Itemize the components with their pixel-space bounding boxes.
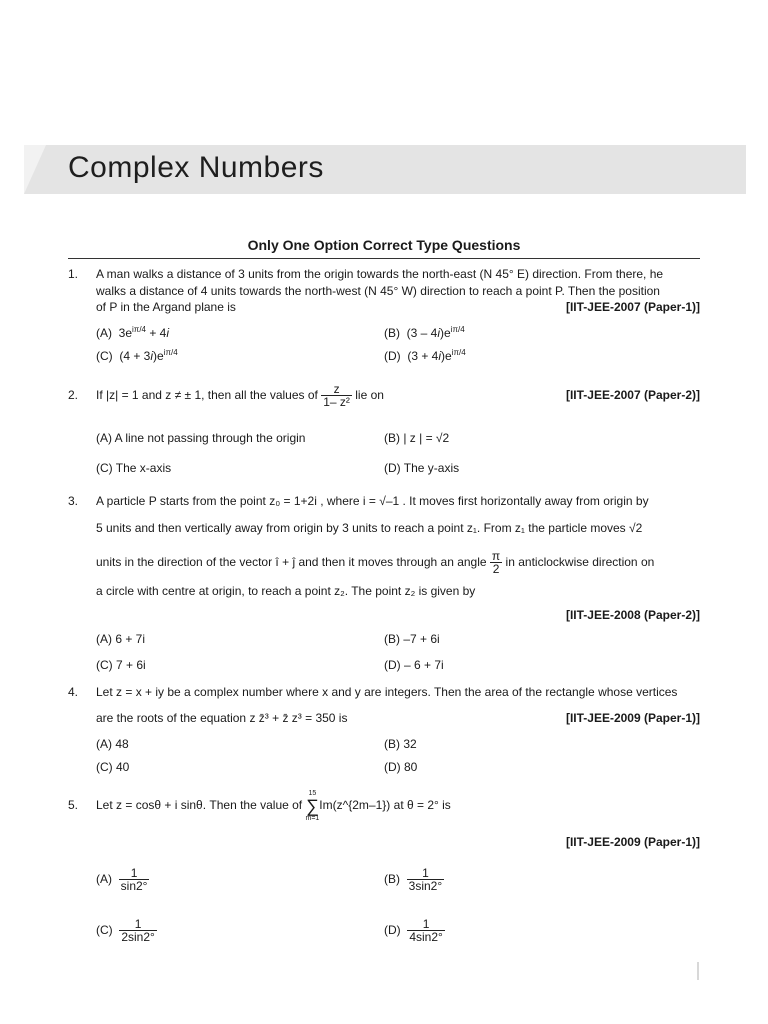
fraction-numerator: 1 (130, 866, 138, 881)
option-a[interactable] (96, 862, 149, 896)
option-a[interactable]: (A) A line not passing through the origin (96, 431, 306, 445)
fraction-denominator: 2 (490, 562, 502, 575)
question-text-line: a circle with centre at origin, to reach a point z₂. The point z₂ is given by (96, 584, 476, 598)
question-source: [IIT-JEE-2007 (Paper-1)] (565, 300, 700, 314)
option-d[interactable]: (D) 80 (384, 760, 418, 774)
option-c[interactable] (96, 913, 157, 947)
fraction (321, 383, 352, 408)
fraction (119, 867, 150, 892)
fraction-denominator: 1– z² (323, 395, 350, 410)
question-text-post: lie on (355, 388, 384, 402)
option-label: (C) (96, 923, 113, 937)
fraction-denominator: sin2° (120, 879, 148, 894)
question-number: 4. (68, 685, 79, 699)
option-a[interactable]: (A) $3e^{i\pi/4} + 4i$ (96, 325, 170, 340)
question-source: [IIT-JEE-2009 (Paper-1)] (565, 711, 700, 725)
fraction (407, 918, 445, 943)
option-label: (D) (384, 923, 401, 937)
question-text-line: A man walks a distance of 3 units from the origin towards the north-east (N 45° E) direction. From there, he (96, 267, 664, 281)
question-text-line: walks a distance of 4 units towards the north-west (N 45° W) direction to reach a point P. Then the position (96, 284, 660, 298)
fraction-denominator: 3sin2° (408, 879, 443, 894)
fraction (407, 867, 445, 892)
question-text-line: of P in the Argand plane is (96, 300, 236, 314)
question-text (96, 378, 384, 412)
question-text-pre: units in the direction of the vector î + ĵ and then it moves through an angle (96, 555, 487, 569)
question-number: 5. (68, 798, 79, 812)
fraction-denominator: 2sin2° (121, 930, 155, 945)
question-text-post: in anticlockwise direction on (505, 555, 655, 569)
question-source: [IIT-JEE-2008 (Paper-2)] (565, 608, 700, 622)
fraction-numerator: π (491, 549, 501, 564)
fraction (119, 918, 157, 943)
sigma-upper: 15 (308, 789, 317, 797)
option-c[interactable]: (C) The x-axis (96, 461, 172, 475)
question-text-line: 5 units and then vertically away from origin by 3 units to reach a point z₁. From z₁ the particle moves √2 (96, 521, 643, 535)
fraction-denominator: 4sin2° (409, 930, 443, 945)
section-title: Only One Option Correct Type Questions (247, 237, 521, 253)
question-text-pre: If |z| = 1 and z ≠ ± 1, then all the values of (96, 388, 318, 402)
question-text-line (96, 546, 654, 578)
question-text-line: are the roots of the equation z z̄³ + z̄ z³ = 350 is (96, 711, 348, 725)
option-b[interactable]: (B) $(3 - 4i)e^{i\pi/4}$ (384, 325, 465, 340)
option-d[interactable]: (D) $(3 + 4i)e^{i\pi/4}$ (384, 348, 466, 363)
option-c[interactable]: (C) 7 + 6i (96, 658, 146, 672)
option-d[interactable]: (D) The y-axis (384, 461, 460, 475)
fraction-numerator: z (333, 382, 340, 397)
page-edge-mark (697, 962, 699, 980)
banner-accent (24, 145, 46, 194)
question-source: [IIT-JEE-2007 (Paper-2)] (565, 388, 700, 402)
option-a[interactable]: (A) 6 + 7i (96, 632, 146, 646)
question-text-line: Let z = x + iy be a complex number where x and y are integers. Then the area of the rectangle whose vertices (96, 685, 678, 699)
question-text-pre: Let z = cosθ + i sinθ. Then the value of (96, 798, 303, 812)
fraction (490, 550, 502, 575)
option-a[interactable]: (A) 48 (96, 737, 129, 751)
chapter-title: Complex Numbers (68, 151, 324, 184)
section-divider (68, 258, 700, 259)
option-d[interactable]: (D) – 6 + 7i (384, 658, 444, 672)
question-number: 3. (68, 494, 79, 508)
option-b[interactable] (384, 862, 444, 896)
fraction-numerator: 1 (422, 866, 429, 881)
question-text-post: at θ = 2° is (393, 798, 451, 812)
sigma-icon: ∑ (305, 795, 319, 816)
summation (305, 789, 319, 823)
question-number: 2. (68, 388, 79, 402)
option-b[interactable]: (B) –7 + 6i (384, 632, 440, 646)
option-label: (B) (384, 872, 400, 886)
question-text (96, 786, 451, 824)
question-text-line: A particle P starts from the point z₀ = 1+2i , where i = √–1 . It moves first horizontally away from origin by (96, 494, 649, 508)
option-label: (A) (96, 872, 112, 886)
fraction-numerator: 1 (134, 917, 142, 932)
question-number: 1. (68, 267, 79, 281)
option-b[interactable]: (B) | z | = √2 (384, 431, 450, 445)
option-c[interactable]: (C) $(4 + 3i)e^{i\pi/4}$ (96, 348, 178, 363)
question-source: [IIT-JEE-2009 (Paper-1)] (565, 835, 700, 849)
sigma-lower: m=1 (305, 814, 320, 822)
option-b[interactable]: (B) 32 (384, 737, 417, 751)
sum-term: Im(z^{2m–1}) (319, 798, 391, 812)
option-c[interactable]: (C) 40 (96, 760, 130, 774)
fraction-numerator: 1 (422, 917, 430, 932)
option-d[interactable] (384, 913, 445, 947)
